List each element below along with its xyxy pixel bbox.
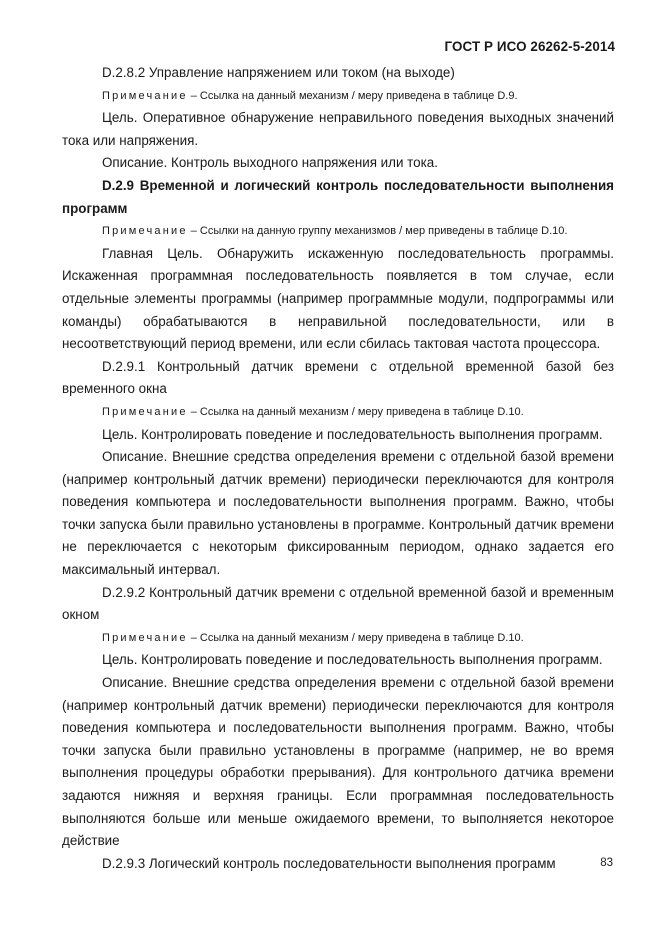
- paragraph: Цель. Контролировать поведение и последовательность выполнения программ.: [102, 652, 603, 668]
- note-label: Примечание: [102, 405, 188, 418]
- paragraph: Описание. Внешние средства определения времени с отдельной базой времени (например контрольный датчик времени) периодически переключаются для контроля поведения компьютера и последовательности выполнения программ. Важно, чтобы точки запуска были правильно установлены в программе. Контрольный датчик времени не переключается с некоторым фиксированным периодом, однако задается его максимальный интервал.: [62, 449, 614, 578]
- paragraph: D.2.9.2 Контрольный датчик времени с отдельной временной базой и временным окном: [62, 584, 614, 623]
- page-number: 83: [600, 857, 613, 869]
- note-text: – Ссылка на данный механизм / меру приведена в таблице D.10.: [187, 631, 524, 644]
- paragraph: Описание. Внешние средства определения времени с отдельной базой времени (например контрольный датчик времени) периодически переключаются для контроля поведения компьютера и последовательности выполнения программ. Важно, чтобы точки запуска были правильно установлены в программе (например, не во время выполнения процедуры обработки прерывания). Для контрольного датчика времени задаются нижняя и верхняя границы. Если программная последовательность выполняются больше или меньше ожидаемого времени, то выполняется некоторое действие: [62, 675, 614, 849]
- paragraph: Описание. Контроль выходного напряжения или тока.: [102, 155, 438, 171]
- note-label: Примечание: [102, 89, 188, 102]
- paragraph: Цель. Контролировать поведение и последовательность выполнения программ.: [102, 426, 603, 442]
- section-heading: D.2.9 Временной и логический контроль последовательности выполнения программ: [62, 177, 614, 216]
- paragraph: Главная Цель. Обнаружить искаженную последовательность программы. Искаженная программная последовательность появляется в том случае, если отдельные элементы программы (например программные модули, подпрограммы или команды) обрабатываются в неправильной последовательности, или в несоответствующий период времени, или если сбилась тактовая частота процессора.: [62, 245, 614, 352]
- paragraph: D.2.8.2 Управление напряжением или током (на выходе): [102, 65, 455, 80]
- note: [62, 401, 614, 424]
- note-text: – Ссылка на данный механизм / меру приведена в таблице D.9.: [187, 89, 518, 102]
- note: [62, 220, 614, 243]
- note: [62, 85, 614, 108]
- paragraph: D.2.9.1 Контрольный датчик времени с отдельной временной базой без временного окна: [62, 358, 614, 397]
- note-text: – Ссылка на данный механизм / меру приведена в таблице D.10.: [187, 405, 524, 418]
- note-label: Примечание: [102, 225, 188, 238]
- note: [62, 627, 614, 650]
- paragraph: D.2.9.3 Логический контроль последовательности выполнения программ: [102, 855, 556, 871]
- document-body: [62, 62, 614, 875]
- note-label: Примечание: [102, 631, 188, 644]
- note-text: – Ссылки на данную группу механизмов / мер приведены в таблице D.10.: [187, 225, 568, 238]
- paragraph: Цель. Оперативное обнаружение неправильного поведения выходных значений тока или напряжения.: [62, 110, 614, 148]
- standard-header: ГОСТ Р ИСО 26262-5-2014: [444, 39, 615, 54]
